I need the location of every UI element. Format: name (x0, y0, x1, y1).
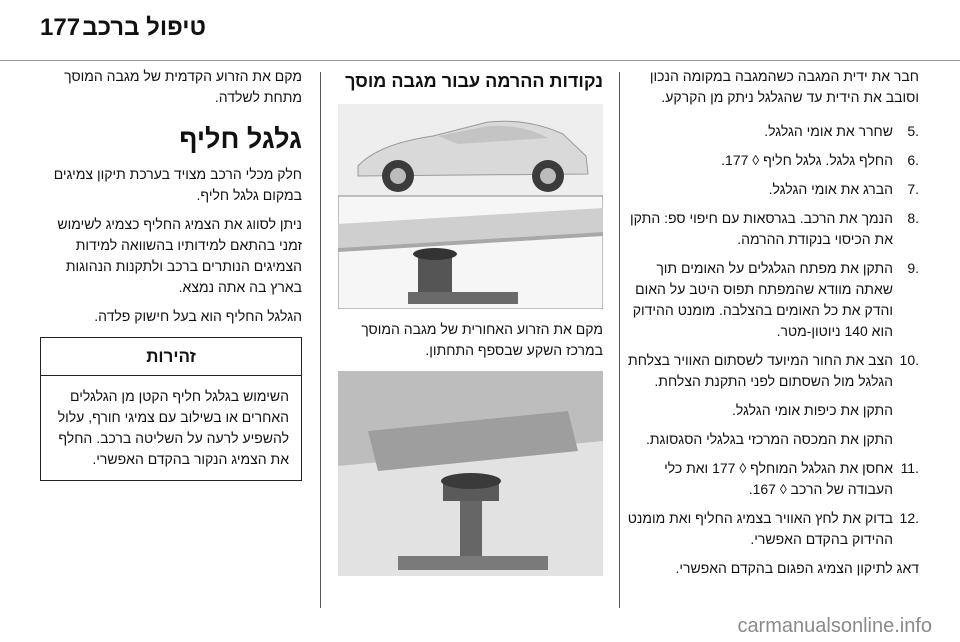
spare-wheel-title: גלגל חליף (179, 124, 302, 154)
step-number: 7. (907, 181, 919, 197)
list-item (626, 208, 919, 250)
step-number: 11. (900, 460, 919, 476)
page-number: 177 (40, 14, 81, 41)
warning-box (40, 337, 302, 481)
step-text: התקן את מפתח הגלגלים על האומים תוך שאתה מוודא שהמפתח תפוס היטב על האום והדק את כל האומים בהצלבה. מומנט ההידוק הוא 140 ניוטון-מטר. (632, 260, 893, 339)
step-text: שחרר את אומי הגלגל. (764, 123, 893, 139)
step-text: אחסן את הגלגל המוחלף ◊ 177 ואת כלי העבודה של הרכב ◊ 167. (664, 460, 893, 497)
middle-column (336, 66, 603, 586)
steps-list-continued (626, 458, 919, 550)
right-column (626, 66, 919, 579)
step-number: 9. (907, 260, 919, 276)
list-item (626, 179, 919, 200)
steps-list (626, 121, 919, 392)
step-text: הצב את החור המיועד לשסתום האוויר בצלחת הגלגל מול השסתום לפני התקנת הצלחת. (628, 352, 893, 389)
step-number: 6. (907, 152, 919, 168)
section-title: נקודות ההרמה עבור מגבה מוסך (345, 71, 603, 91)
header-rule (0, 60, 960, 61)
left-column (40, 66, 302, 481)
list-item (626, 458, 919, 500)
rear-jack-point-photo (338, 104, 603, 309)
front-jack-point-photo (338, 371, 603, 576)
front-jack-instruction: מקם את הזרוע הקדמית של מגבה המוסך מתחת לשלדה. (64, 68, 302, 105)
page-title: טיפול ברכב (82, 14, 206, 41)
warning-title: זהירות (41, 338, 301, 376)
step-number: 5. (907, 123, 919, 139)
column-divider-right (619, 72, 620, 608)
sub-step-text: התקן את המכסה המרכזי בגלגלי הסגסוגת. (645, 431, 893, 447)
final-note: דאג לתיקון הצמיג הפגום בהקדם האפשרי. (675, 560, 919, 576)
list-item (626, 150, 919, 171)
step-text: הברג את אומי הגלגל. (768, 181, 893, 197)
photo-caption: מקם את הזרוע האחורית של מגבה המוסך במרכז השקע שבספף התחתון. (361, 321, 603, 358)
step-number: 12. (899, 510, 919, 526)
page-header (0, 14, 960, 54)
paragraph: ניתן לסווג את הצמיג החליף כצמיג לשימוש זמני בהתאם למידותיו בהשוואה למידות הצמיגים הנותרים ברכב ולתקנות הנהוגות בארץ בה אתה נמצא. (57, 216, 302, 295)
sub-step-text: התקן את כיפות אומי הגלגל. (731, 402, 893, 418)
paragraph: הגלגל החליף הוא בעל חישוק פלדה. (94, 308, 302, 324)
list-item (626, 350, 919, 392)
watermark: carmanualsonline.info (737, 615, 932, 637)
step-text: החלף גלגל. גלגל חליף ◊ 177. (721, 152, 893, 168)
step-text: בדוק את לחץ האוויר בצמיג החליף ואת מומנט ההידוק בהקדם האפשרי. (627, 510, 893, 547)
column-divider-left (320, 72, 321, 608)
step-number: 10. (899, 352, 919, 368)
paragraph: חלק מכלי הרכב מצויד בערכת תיקון צמיגים במקום גלגל חליף. (53, 166, 302, 203)
intro-text: חבר את ידית המגבה כשהמגבה במקומה הנכון וסובב את הידית עד שהגלגל ניתק מן הקרקע. (649, 68, 919, 105)
list-item (626, 258, 919, 342)
step-text: הנמך את הרכב. בגרסאות עם חיפוי ספ: התקן את הכיסוי בנקודת ההרמה. (630, 210, 893, 247)
list-item (626, 508, 919, 550)
step-number: 8. (907, 210, 919, 226)
list-item (626, 121, 919, 142)
warning-body: השימוש בגלגל חליף הקטן מן הגלגלים האחרים או בשילוב עם צמיגי חורף, עלול להשפיע לרעה על השליטה ברכב. החלף את הצמיג הנקור בהקדם האפשרי. (57, 388, 289, 467)
